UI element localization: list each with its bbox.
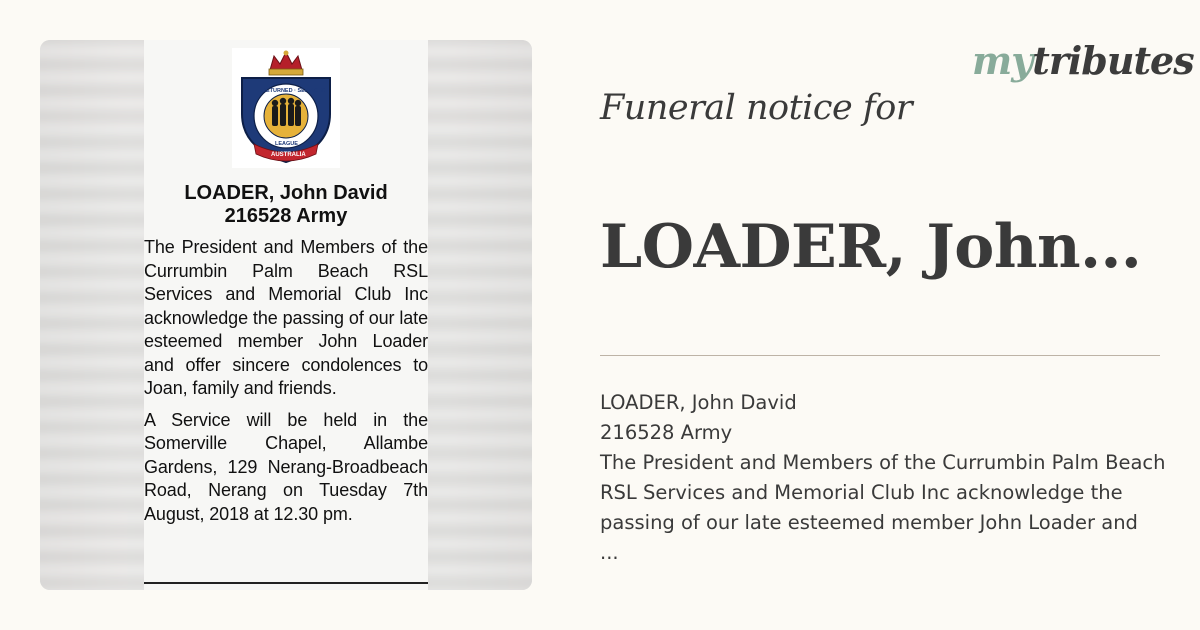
svg-text:RETURNED · SERVICES: RETURNED · SERVICES bbox=[262, 88, 326, 94]
summary-line: LOADER, John David bbox=[600, 391, 797, 414]
notice-image-card bbox=[40, 40, 532, 590]
mytributes-logo[interactable] bbox=[972, 38, 1194, 83]
summary-line: passing of our late esteemed member John Loader and bbox=[600, 511, 1138, 534]
notice-bottom-rule bbox=[144, 582, 428, 584]
eyebrow-heading: Funeral notice for bbox=[600, 88, 913, 128]
divider bbox=[600, 355, 1160, 356]
deceased-name-heading: LOADER, John... bbox=[600, 212, 1142, 282]
notice-paragraph-2: A Service will be held in the Somerville Chapel, Allambe Gardens, 129 Nerang-Broadbeach Road, Nerang on Tuesday 7th August, 2018 at 12.30 pm. bbox=[144, 409, 428, 524]
summary-ellipsis: ... bbox=[600, 541, 619, 564]
notice-name: LOADER, John David bbox=[184, 182, 388, 204]
svg-text:AUSTRALIA: AUSTRALIA bbox=[271, 152, 306, 158]
svg-text:LEAGUE: LEAGUE bbox=[275, 141, 298, 147]
rsl-badge-icon bbox=[232, 48, 340, 168]
notice-paragraph-1: The President and Members of the Currumbin Palm Beach RSL Services and Memorial Club Inc acknowledge the passing of our late esteemed member John Loader and offer sincere condolences to Joan, family and friends. bbox=[144, 237, 428, 398]
funeral-notice-clipping bbox=[144, 40, 428, 590]
notice-summary bbox=[600, 388, 1180, 568]
summary-line: 216528 Army bbox=[600, 421, 733, 444]
logo-my: my bbox=[972, 38, 1033, 83]
summary-line: The President and Members of the Currumbin Palm Beach bbox=[600, 451, 1166, 474]
logo-tributes: tributes bbox=[1032, 38, 1194, 83]
notice-service-number: 216528 Army bbox=[224, 205, 348, 227]
summary-line: RSL Services and Memorial Club Inc acknowledge the bbox=[600, 481, 1123, 504]
